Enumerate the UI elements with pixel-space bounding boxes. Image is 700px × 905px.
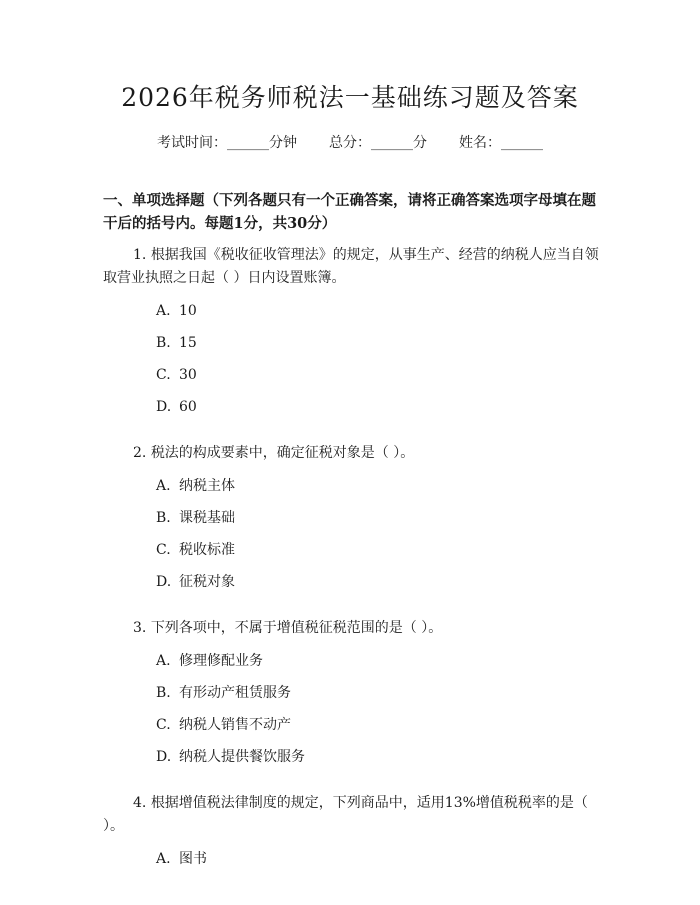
option-list — [103, 650, 603, 778]
option-letter: A. — [156, 478, 171, 494]
question-1 — [103, 244, 603, 428]
option-letter: C. — [156, 717, 171, 733]
option-a — [103, 848, 603, 880]
question-list — [103, 244, 603, 894]
option-text: 60 — [179, 399, 197, 415]
option-text: 15 — [179, 335, 197, 351]
option-letter: D. — [156, 574, 172, 590]
option-text: 征税对象 — [179, 574, 235, 590]
question-number: 1. — [133, 247, 147, 263]
document-title: 2026年税务师税法一基础练习题及答案 — [121, 83, 579, 112]
question-number: 4. — [133, 795, 147, 811]
option-text: 图书 — [179, 851, 207, 867]
exam-info-line — [0, 132, 700, 152]
option-a — [103, 650, 603, 682]
option-text: 30 — [179, 367, 197, 383]
total-score-field: 总分：______分 — [329, 135, 427, 151]
question-text: 根据增值税法律制度的规定，下列商品中，适用13%增值税税率的是（ ）。 — [103, 795, 588, 834]
option-text: 纳税人提供餐饮服务 — [179, 749, 305, 765]
student-name-field: 姓名：______ — [459, 135, 543, 151]
option-letter: C. — [156, 542, 171, 558]
question-number: 2. — [133, 445, 147, 461]
question-4 — [103, 792, 603, 880]
option-letter: C. — [156, 367, 171, 383]
question-text: 下列各项中，不属于增值税征税范围的是（ ）。 — [150, 620, 443, 636]
option-b — [103, 682, 603, 714]
option-c — [103, 539, 603, 571]
option-letter: B. — [156, 335, 171, 351]
question-2 — [103, 442, 603, 603]
option-a — [103, 300, 603, 332]
option-text: 有形动产租赁服务 — [179, 685, 291, 701]
option-c — [103, 714, 603, 746]
option-letter: A. — [156, 303, 171, 319]
option-letter: D. — [156, 749, 172, 765]
section-heading: 一、单项选择题（下列各题只有一个正确答案，请将正确答案选项字母填在题干后的括号内。每题1分，共30分） — [103, 192, 596, 232]
option-b — [103, 332, 603, 364]
option-text: 课税基础 — [179, 510, 235, 526]
option-text: 修理修配业务 — [179, 653, 263, 669]
option-list — [103, 475, 603, 603]
option-text: 纳税主体 — [179, 478, 235, 494]
option-letter: A. — [156, 851, 171, 867]
option-letter: B. — [156, 510, 171, 526]
exam-time-field: 考试时间：______分钟 — [157, 135, 297, 151]
option-text: 税收标准 — [179, 542, 235, 558]
option-letter: B. — [156, 685, 171, 701]
question-3 — [103, 617, 603, 778]
option-d — [103, 396, 603, 428]
option-c — [103, 364, 603, 396]
option-letter: D. — [156, 399, 172, 415]
option-text: 纳税人销售不动产 — [179, 717, 291, 733]
option-letter: A. — [156, 653, 171, 669]
option-d — [103, 746, 603, 778]
option-list — [103, 848, 603, 880]
option-b — [103, 507, 603, 539]
option-d — [103, 571, 603, 603]
option-a — [103, 475, 603, 507]
option-list — [103, 300, 603, 428]
option-text: 10 — [179, 303, 197, 319]
question-text: 根据我国《税收征收管理法》的规定，从事生产、经营的纳税人应当自领取营业执照之日起（ ）日内设置账簿。 — [103, 247, 599, 286]
question-number: 3. — [133, 620, 147, 636]
question-text: 税法的构成要素中，确定征税对象是（ ）。 — [150, 445, 415, 461]
